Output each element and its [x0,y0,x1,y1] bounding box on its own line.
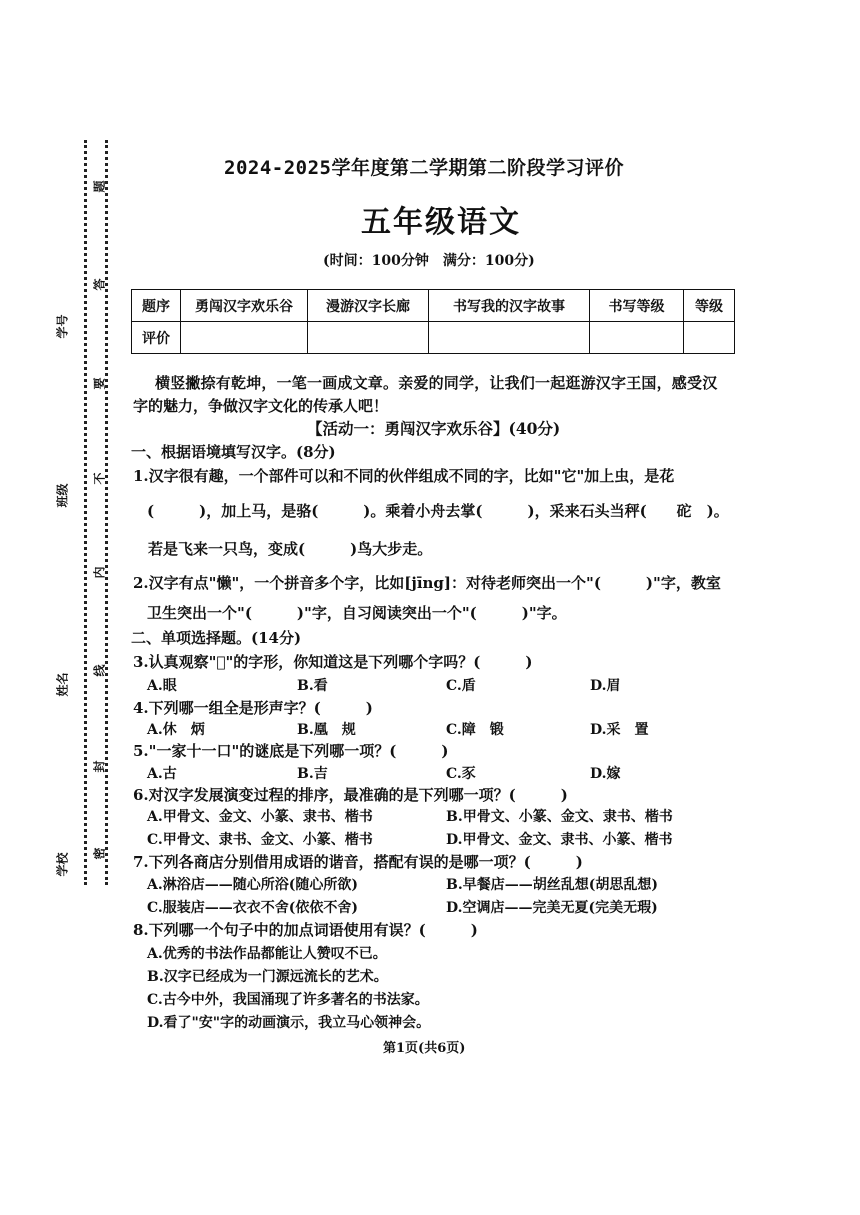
binding-seal-char: 内 [92,566,107,579]
question-1-line: ( )，加上马，是骆( )。乘着小舟去掌( )，采来石头当秤( 砣 )。 [147,502,729,520]
page-footer: 第1页(共6页) [383,1041,466,1056]
question-6-option-b[interactable]: B.甲骨文、小篆、金文、隶书、楷书 [446,809,673,825]
question-6-option-d[interactable]: D.甲骨文、金文、隶书、小篆、楷书 [446,832,673,848]
question-7-stem: 7.下列各商店分别借用成语的谐音，搭配有误的是哪一项？( ) [133,853,583,871]
score-cell-empty[interactable] [308,322,429,354]
question-7-option-a[interactable]: A.淋浴店——随心所浴(随心所欲) [147,877,358,893]
score-table-cell: 漫游汉字长廊 [308,290,429,322]
score-table-cell: 题序 [132,290,181,322]
score-cell-empty[interactable] [181,322,308,354]
question-8-option-a[interactable]: A.优秀的书法作品都能让人赞叹不已。 [147,946,387,962]
intro-line: 横竖撇捺有乾坤，一笔一画成文章。亲爱的同学，让我们一起逛游汉字王国，感受汉 [155,374,718,392]
binding-seal-char: 要 [92,377,107,390]
question-5-option-d[interactable]: D.嫁 [590,766,621,782]
question-6-option-a[interactable]: A.甲骨文、金文、小篆、隶书、楷书 [147,809,373,825]
question-8-option-d[interactable]: D.看了"安"字的动画演示，我立马心领神会。 [147,1015,431,1031]
binding-dotted-line-outer [84,140,87,885]
question-4-option-a[interactable]: A.休 炳 [147,722,205,738]
question-8-stem: 8.下列哪一个句子中的加点词语使用有误？( ) [133,921,478,939]
question-4-stem: 4.下列哪一组全是形声字？( ) [133,699,373,717]
question-1-line: 1.汉字很有趣，一个部件可以和不同的伙伴组成不同的字，比如"它"加上虫，是花 [133,467,675,485]
exam-title: 2024-2025学年度第二学期第二阶段学习评价 [224,157,624,179]
binding-seal-char: 题 [92,180,107,193]
score-table-cell: 等级 [684,290,735,322]
question-5-stem: 5."一家十一口"的谜底是下列哪一项？( ) [133,742,449,760]
time-info: (时间：100分钟 满分：100分) [323,253,535,269]
binding-field-name: 姓名 [55,672,70,697]
binding-seal-char: 答 [92,278,107,291]
activity-one-heading: 【活动一：勇闯汉字欢乐谷】(40分) [307,419,561,438]
score-table [131,289,735,354]
score-cell-empty[interactable] [590,322,684,354]
question-7-option-d[interactable]: D.空调店——完美无夏(完美无瑕) [446,900,658,916]
section-one-title: 一、根据语境填写汉字。(8分) [131,443,336,461]
question-3-option-b[interactable]: B.看 [297,678,328,694]
question-4-option-c[interactable]: C.障 锻 [446,722,504,738]
binding-seal-char: 密 [92,847,107,860]
score-table-cell: 书写我的汉字故事 [429,290,590,322]
question-7-option-c[interactable]: C.服装店——衣衣不舍(依依不舍) [147,900,359,916]
binding-seal-char: 线 [92,664,107,677]
question-5-option-b[interactable]: B.吉 [297,766,328,782]
subject-title: 五年级语文 [361,205,521,240]
binding-field-school: 学校 [55,852,70,877]
score-table-row-label: 评价 [132,322,181,354]
binding-seal-char: 不 [92,472,107,485]
question-2-line: 2.汉字有点"懒"，一个拼音多个字，比如[jīng]：对待老师突出一个"( )"字，教室 [133,574,721,592]
binding-dotted-line-inner [105,140,108,885]
question-4-option-d[interactable]: D.采 置 [590,722,649,738]
question-4-option-b[interactable]: B.凰 规 [297,722,356,738]
score-table-cell: 勇闯汉字欢乐谷 [181,290,308,322]
question-1-line: 若是飞来一只鸟，变成( )鸟大步走。 [148,540,433,558]
question-8-option-c[interactable]: C.古今中外，我国涌现了许多著名的书法家。 [147,992,429,1008]
question-3-option-d[interactable]: D.眉 [590,678,621,694]
question-7-option-b[interactable]: B.早餐店——胡丝乱想(胡思乱想) [446,877,658,893]
score-table-cell: 书写等级 [590,290,684,322]
question-6-option-c[interactable]: C.甲骨文、隶书、金文、小篆、楷书 [147,832,373,848]
binding-field-class: 班级 [55,483,70,508]
score-table-eval-row [132,322,735,354]
binding-field-student-number: 学号 [55,314,70,339]
score-cell-empty[interactable] [684,322,735,354]
question-6-stem: 6.对汉字发展演变过程的排序，最准确的是下列哪一项？( ) [133,786,568,804]
intro-line: 字的魅力，争做汉字文化的传承人吧！ [133,397,389,415]
section-two-title: 二、单项选择题。(14分) [131,629,302,647]
question-8-option-b[interactable]: B.汉字已经成为一门源远流长的艺术。 [147,969,388,985]
score-cell-empty[interactable] [429,322,590,354]
question-2-line: 卫生突出一个"( )"字，自习阅读突出一个"( )"字。 [147,604,567,622]
question-3-option-a[interactable]: A.眼 [147,678,177,694]
question-5-option-a[interactable]: A.古 [147,766,177,782]
binding-seal-char: 封 [92,760,107,773]
question-3-option-c[interactable]: C.盾 [446,678,476,694]
question-3-stem: 3.认真观察"𠂋"的字形，你知道这是下列哪个字吗？( ) [133,653,533,671]
score-table-header-row [132,290,735,322]
question-5-option-c[interactable]: C.豕 [446,766,476,782]
